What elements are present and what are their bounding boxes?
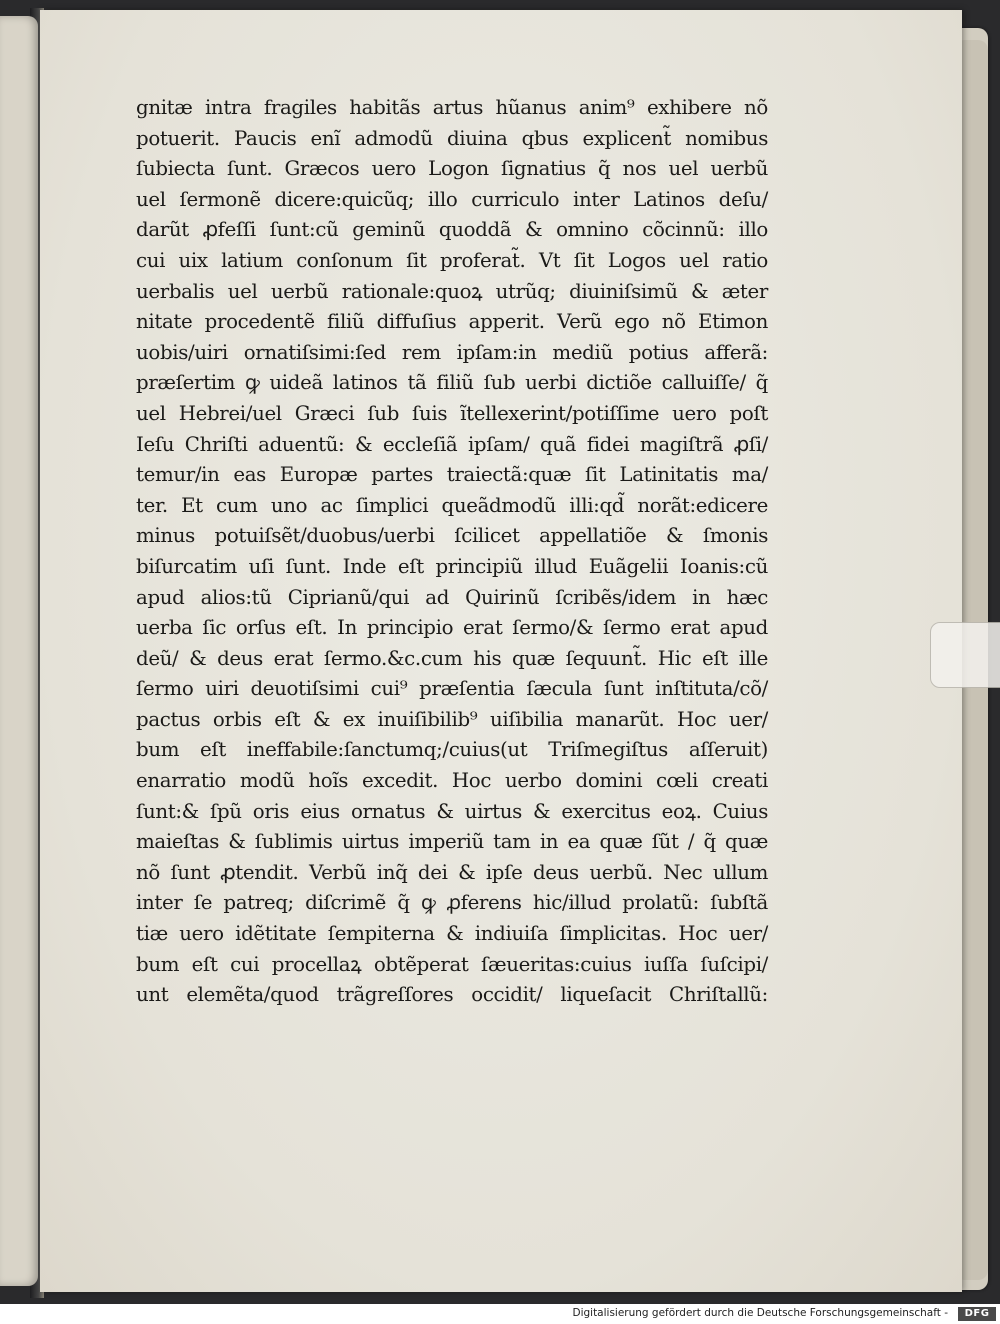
funding-credit: Digitalisierung gefördert durch die Deutsche Forschungsgemeinschaft - <box>572 1307 948 1319</box>
text-line: pactus orbis eſt & ex inuiſibilib⁹ uiſibilia manarũt. Hoc uer/ <box>136 707 768 731</box>
text-line: inter ſe patreq; diſcrimẽ q̃ ꝙ ꝓferens hic/illud prolatũ: ſubſtã <box>136 891 768 915</box>
text-line: temur/in eas Europæ partes traiectã:quæ ſit Latinitatis ma/ <box>136 463 768 487</box>
dfg-logo-icon: DFG <box>958 1307 996 1321</box>
text-line: ſunt:& ſpũ oris eius ornatus & uirtus & exercitus eoꝝ. Cuius <box>136 799 768 823</box>
text-line: uel Hebrei/uel Græci ſub ſuis ĩtellexerint/potiſſime uero poſt <box>136 401 768 425</box>
left-page-edge <box>0 16 38 1286</box>
text-line: potuerit. Paucis enĩ admodũ diuina qbus explicent̃ nomibus <box>136 126 768 150</box>
text-line: uel ſermonẽ dicere:quicũq; illo curriculo inter Latinos deſu/ <box>136 187 768 211</box>
page-text-block <box>136 93 768 1011</box>
text-line: maieſtas & ſublimis uirtus imperiũ tam in ea quæ ſũt / q̃ quæ <box>136 830 768 854</box>
text-line: bum eſt ineffabile:ſanctumq;/cuius(ut Triſmegiſtus aſſeruit) <box>136 738 768 762</box>
text-line: cui uix latium conſonum ſit proferat̃. Vt ſit Logos uel ratio <box>136 248 768 272</box>
page-tab-marker <box>930 622 1000 688</box>
text-line: ſubiecta ſunt. Græcos uero Logon ſignatius q̃ nos uel uerbũ <box>136 157 768 181</box>
text-line: uerba ſic orſus eſt. In principio erat ſermo/& ſermo erat apud <box>136 616 768 640</box>
text-line: nõ ſunt ꝓtendit. Verbũ inq̃ dei & ipſe deus uerbũ. Nec ullum <box>136 860 768 884</box>
text-line: darũt ꝓfeſſi ſunt:cũ geminũ quoddã & omnino cõcinnũ: illo <box>136 218 768 242</box>
text-line: unt elemẽta/quod trãgreſſores occidit/ liqueſacit Chriſtallũ: <box>136 983 768 1007</box>
footer-bar <box>0 1304 1000 1324</box>
text-line: uobis/uiri ornatiſsimi:ſed rem ipſam:in mediũ potius afferã: <box>136 340 768 364</box>
text-line: præſertim ꝙ uideã latinos tã filiũ ſub uerbi dictiõe calluiſſe/ q̃ <box>136 371 768 395</box>
text-line: Ieſu Chriſti aduentũ: & eccleſiã ipſam/ quã fidei magiſtrã ꝓſi/ <box>136 432 768 456</box>
text-line: enarratio modũ hoĩs excedit. Hoc uerbo domini cœli creati <box>136 769 768 793</box>
text-line: gnitæ intra fragiles habitãs artus hũanus anim⁹ exhibere nõ <box>136 96 768 119</box>
text-line: nitate procedentẽ filiũ diffuſius apperit. Verũ ego nõ Etimon <box>136 310 768 334</box>
text-line: biſurcatim uſi ſunt. Inde eſt principiũ illud Euãgelii Ioanis:cũ <box>136 554 768 578</box>
text-line: minus potuiſsẽt/duobus/uerbi ſcilicet appellatiõe & ſmonis <box>136 524 768 548</box>
text-line: ter. Et cum uno ac ſimplici queãdmodũ illi:qd̃ norãt:edicere <box>136 493 768 517</box>
text-line: ſermo uiri deuotiſsimi cui⁹ præſentia ſæcula ſunt inſtituta/cõ/ <box>136 677 768 701</box>
text-line: bum eſt cui procellaꝝ obtẽperat ſæueritas:cuius iuſſa ſuſcipi/ <box>136 952 768 976</box>
text-line: uerbalis uel uerbũ rationale:quoꝝ utrũq; diuiniſsimũ & æter <box>136 279 768 303</box>
text-line: deũ/ & deus erat ſermo.&c.cum his quæ ſequunt̃. Hic eſt ille <box>136 646 768 670</box>
text-line: apud alios:tũ Ciprianũ/qui ad Quirinũ ſcribẽs/idem in hæc <box>136 585 768 609</box>
text-line: tiæ uero idẽtitate ſempiterna & indiuiſa ſimplicitas. Hoc uer/ <box>136 922 768 946</box>
